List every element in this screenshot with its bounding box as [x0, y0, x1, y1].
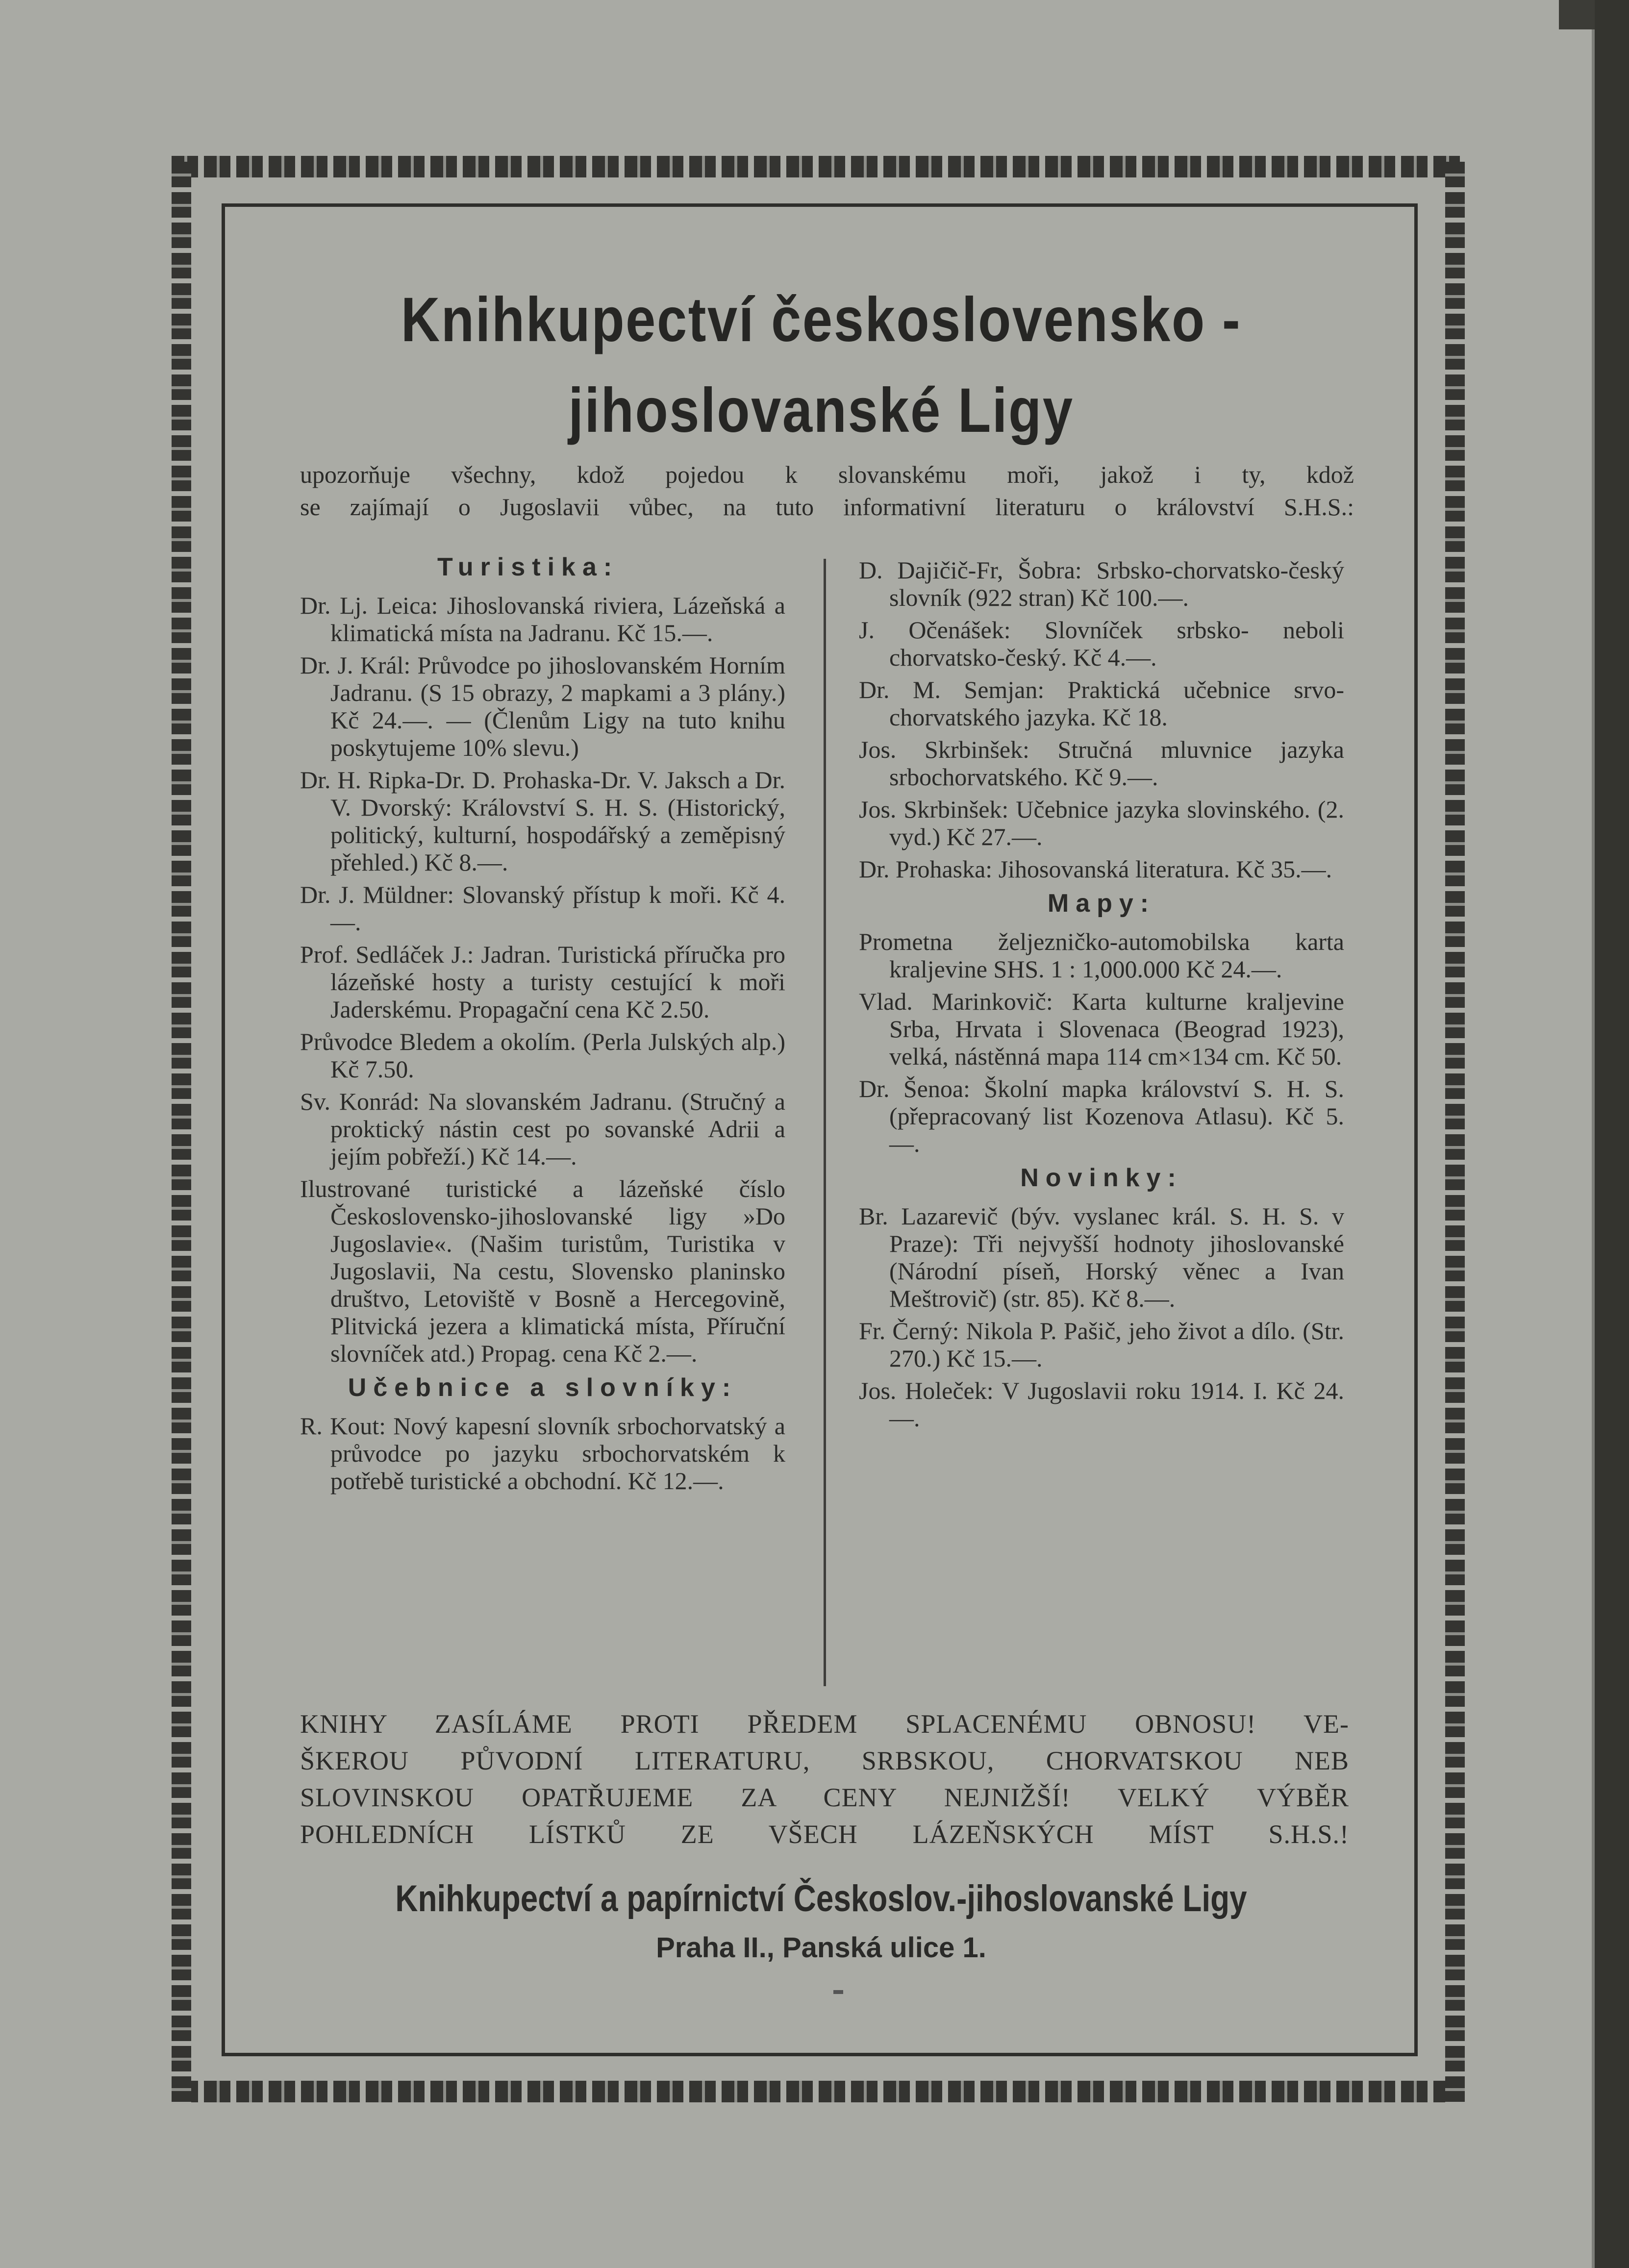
ornamental-border-left: [172, 162, 191, 2103]
list-item: Dr. J. Král: Průvodce po jihoslovanském Horním Jadranu. (S 15 obrazy, 2 mapkami a 3 plány.) Kč 24.—. — (Členům Ligy na tuto knihu poskytujeme 10% slevu.): [300, 651, 785, 761]
intro-line-2: se zajímají o Jugoslavii vůbec, na tuto informativní literaturu o království S.H.S.:: [300, 493, 1354, 521]
list-item: Sv. Konrád: Na slovanském Jadranu. (Stručný a proktický nástin cest po sovanské Adrii a jejím pobřeží.) Kč 14.—.: [300, 1088, 785, 1170]
section-heading-turistika: Turistika:: [437, 553, 619, 581]
notice-line-3: SLOVINSKOU OPATŘUJEME ZA CENY NEJNIŽŠÍ! VELKÝ VÝBĚR: [300, 1783, 1349, 1812]
intro-line-1: upozorňuje všechny, kdož pojedou k slovanskému moři, jakož i ty, kdož: [300, 461, 1354, 488]
list-item: Jos. Skrbinšek: Učebnice jazyka slovinského. (2. vyd.) Kč 27.—.: [859, 796, 1344, 850]
footer-address: Praha II., Panská ulice 1.: [656, 1932, 986, 1964]
list-item: Dr. M. Semjan: Praktická učebnice srvo-chorvatského jazyka. Kč 18.: [859, 676, 1344, 731]
list-item: Průvodce Bledem a okolím. (Perla Julských alp.) Kč 7.50.: [300, 1028, 785, 1083]
ornamental-border-top: [172, 156, 1466, 177]
page-title: [368, 274, 1275, 456]
list-item: D. Dajičič-Fr, Šobra: Srbsko-chorvatsko-český slovník (922 stran) Kč 100.—.: [859, 556, 1344, 611]
footer-store-name: Knihkupectví a papírnictví Českoslov.-jihoslovanské Ligy: [395, 1878, 1247, 1919]
list-item: Fr. Černý: Nikola P. Pašič, jeho život a dílo. (Str. 270.) Kč 15.—.: [859, 1317, 1344, 1372]
list-item: Prof. Sedláček J.: Jadran. Turistická příručka pro lázeňské hosty a turisty cestující k moři Jaderskému. Propagační cena Kč 2.50.: [300, 941, 785, 1023]
list-item: R. Kout: Nový kapesní slovník srbochorvatský a průvodce po jazyku srbochorvatském k potřebě turistické a obchodní. Kč 12.—.: [300, 1412, 785, 1495]
notice-line-4: POHLEDNÍCH LÍSTKŮ ZE VŠECH LÁZEŇSKÝCH MÍST S.H.S.!: [300, 1819, 1349, 1849]
list-item: J. Očenášek: Slovníček srbsko- neboli chorvatsko-český. Kč 4.—.: [859, 616, 1344, 671]
list-item: Br. Lazarevič (býv. vyslanec král. S. H. S. v Praze): Tři nejvyšší hodnoty jihoslovanské (Národní píseň, Horský věnec a Ivan Meštrovič) (str. 85). Kč 8.—.: [859, 1202, 1344, 1312]
order-notice: [300, 1706, 1349, 1853]
ornamental-border-right: [1445, 162, 1465, 2103]
title-line-2: jihoslovanské Ligy: [568, 375, 1074, 446]
list-item: Ilustrované turistické a lázeňské číslo Československo-jihoslovanské ligy »Do Jugoslavie«. (Našim turistům, Turistika v Jugoslavii, Na cestu, Slovensko planinsko društvo, Letoviště v Bosně a Hercegovině, Plitvická jezera a klimatická místa, Příruční slovníček atd.) Propag. cena Kč 2.—.: [300, 1175, 785, 1367]
printer-mark: [833, 1990, 843, 1994]
notice-line-2: ŠKEROU PŮVODNÍ LITERATURU, SRBSKOU, CHORVATSKOU NEB: [300, 1746, 1349, 1775]
list-item: Dr. H. Ripka-Dr. D. Prohaska-Dr. V. Jaksch a Dr. V. Dvorský: Království S. H. S. (Historický, politický, kulturní, hospodářský a zeměpisný přehled.) Kč 8.—.: [300, 766, 785, 876]
list-item: Dr. Prohaska: Jihosovanská literatura. Kč 35.—.: [859, 855, 1332, 883]
intro-paragraph: [300, 458, 1354, 523]
list-item: Dr. Lj. Leica: Jihoslovanská riviera, Lázeňská a klimatická místa na Jadranu. Kč 15.—.: [300, 592, 785, 647]
section-heading-novinky: Novinky:: [1020, 1164, 1183, 1192]
list-item: Dr. J. Müldner: Slovanský přístup k moři. Kč 4.—.: [300, 881, 785, 936]
section-heading-ucebnice: Učebnice a slovníky:: [348, 1373, 738, 1402]
page-corner-mark: [1559, 0, 1595, 29]
left-column: [300, 551, 785, 1499]
page-edge-shadow: [1595, 0, 1629, 2268]
list-item: Jos. Holeček: V Jugoslavii roku 1914. I. Kč 24.—.: [859, 1377, 1344, 1432]
list-item: Dr. Šenoa: Školní mapka království S. H. S. (přepracovaný list Kozenova Atlasu). Kč 5.—.: [859, 1075, 1344, 1157]
ornamental-border-bottom: [172, 2081, 1466, 2102]
title-line-1: Knihkupectví československo -: [401, 285, 1242, 355]
list-item: Vlad. Marinkovič: Karta kulturne kraljevine Srba, Hrvata i Slovenaca (Beograd 1923), velká, nástěnná mapa 114 cm×134 cm. Kč 50.: [859, 988, 1344, 1070]
column-divider: [824, 559, 826, 1686]
notice-line-1: KNIHY ZASÍLÁME PROTI PŘEDEM SPLACENÉMU OBNOSU! VE-: [300, 1709, 1349, 1739]
section-heading-mapy: Mapy:: [1047, 889, 1156, 918]
right-column: [859, 556, 1344, 1437]
list-item: Prometna željezničko-automobilska karta kraljevine SHS. 1 : 1,000.000 Kč 24.—.: [859, 928, 1344, 983]
list-item: Jos. Skrbinšek: Stručná mluvnice jazyka srbochorvatského. Kč 9.—.: [859, 736, 1344, 791]
